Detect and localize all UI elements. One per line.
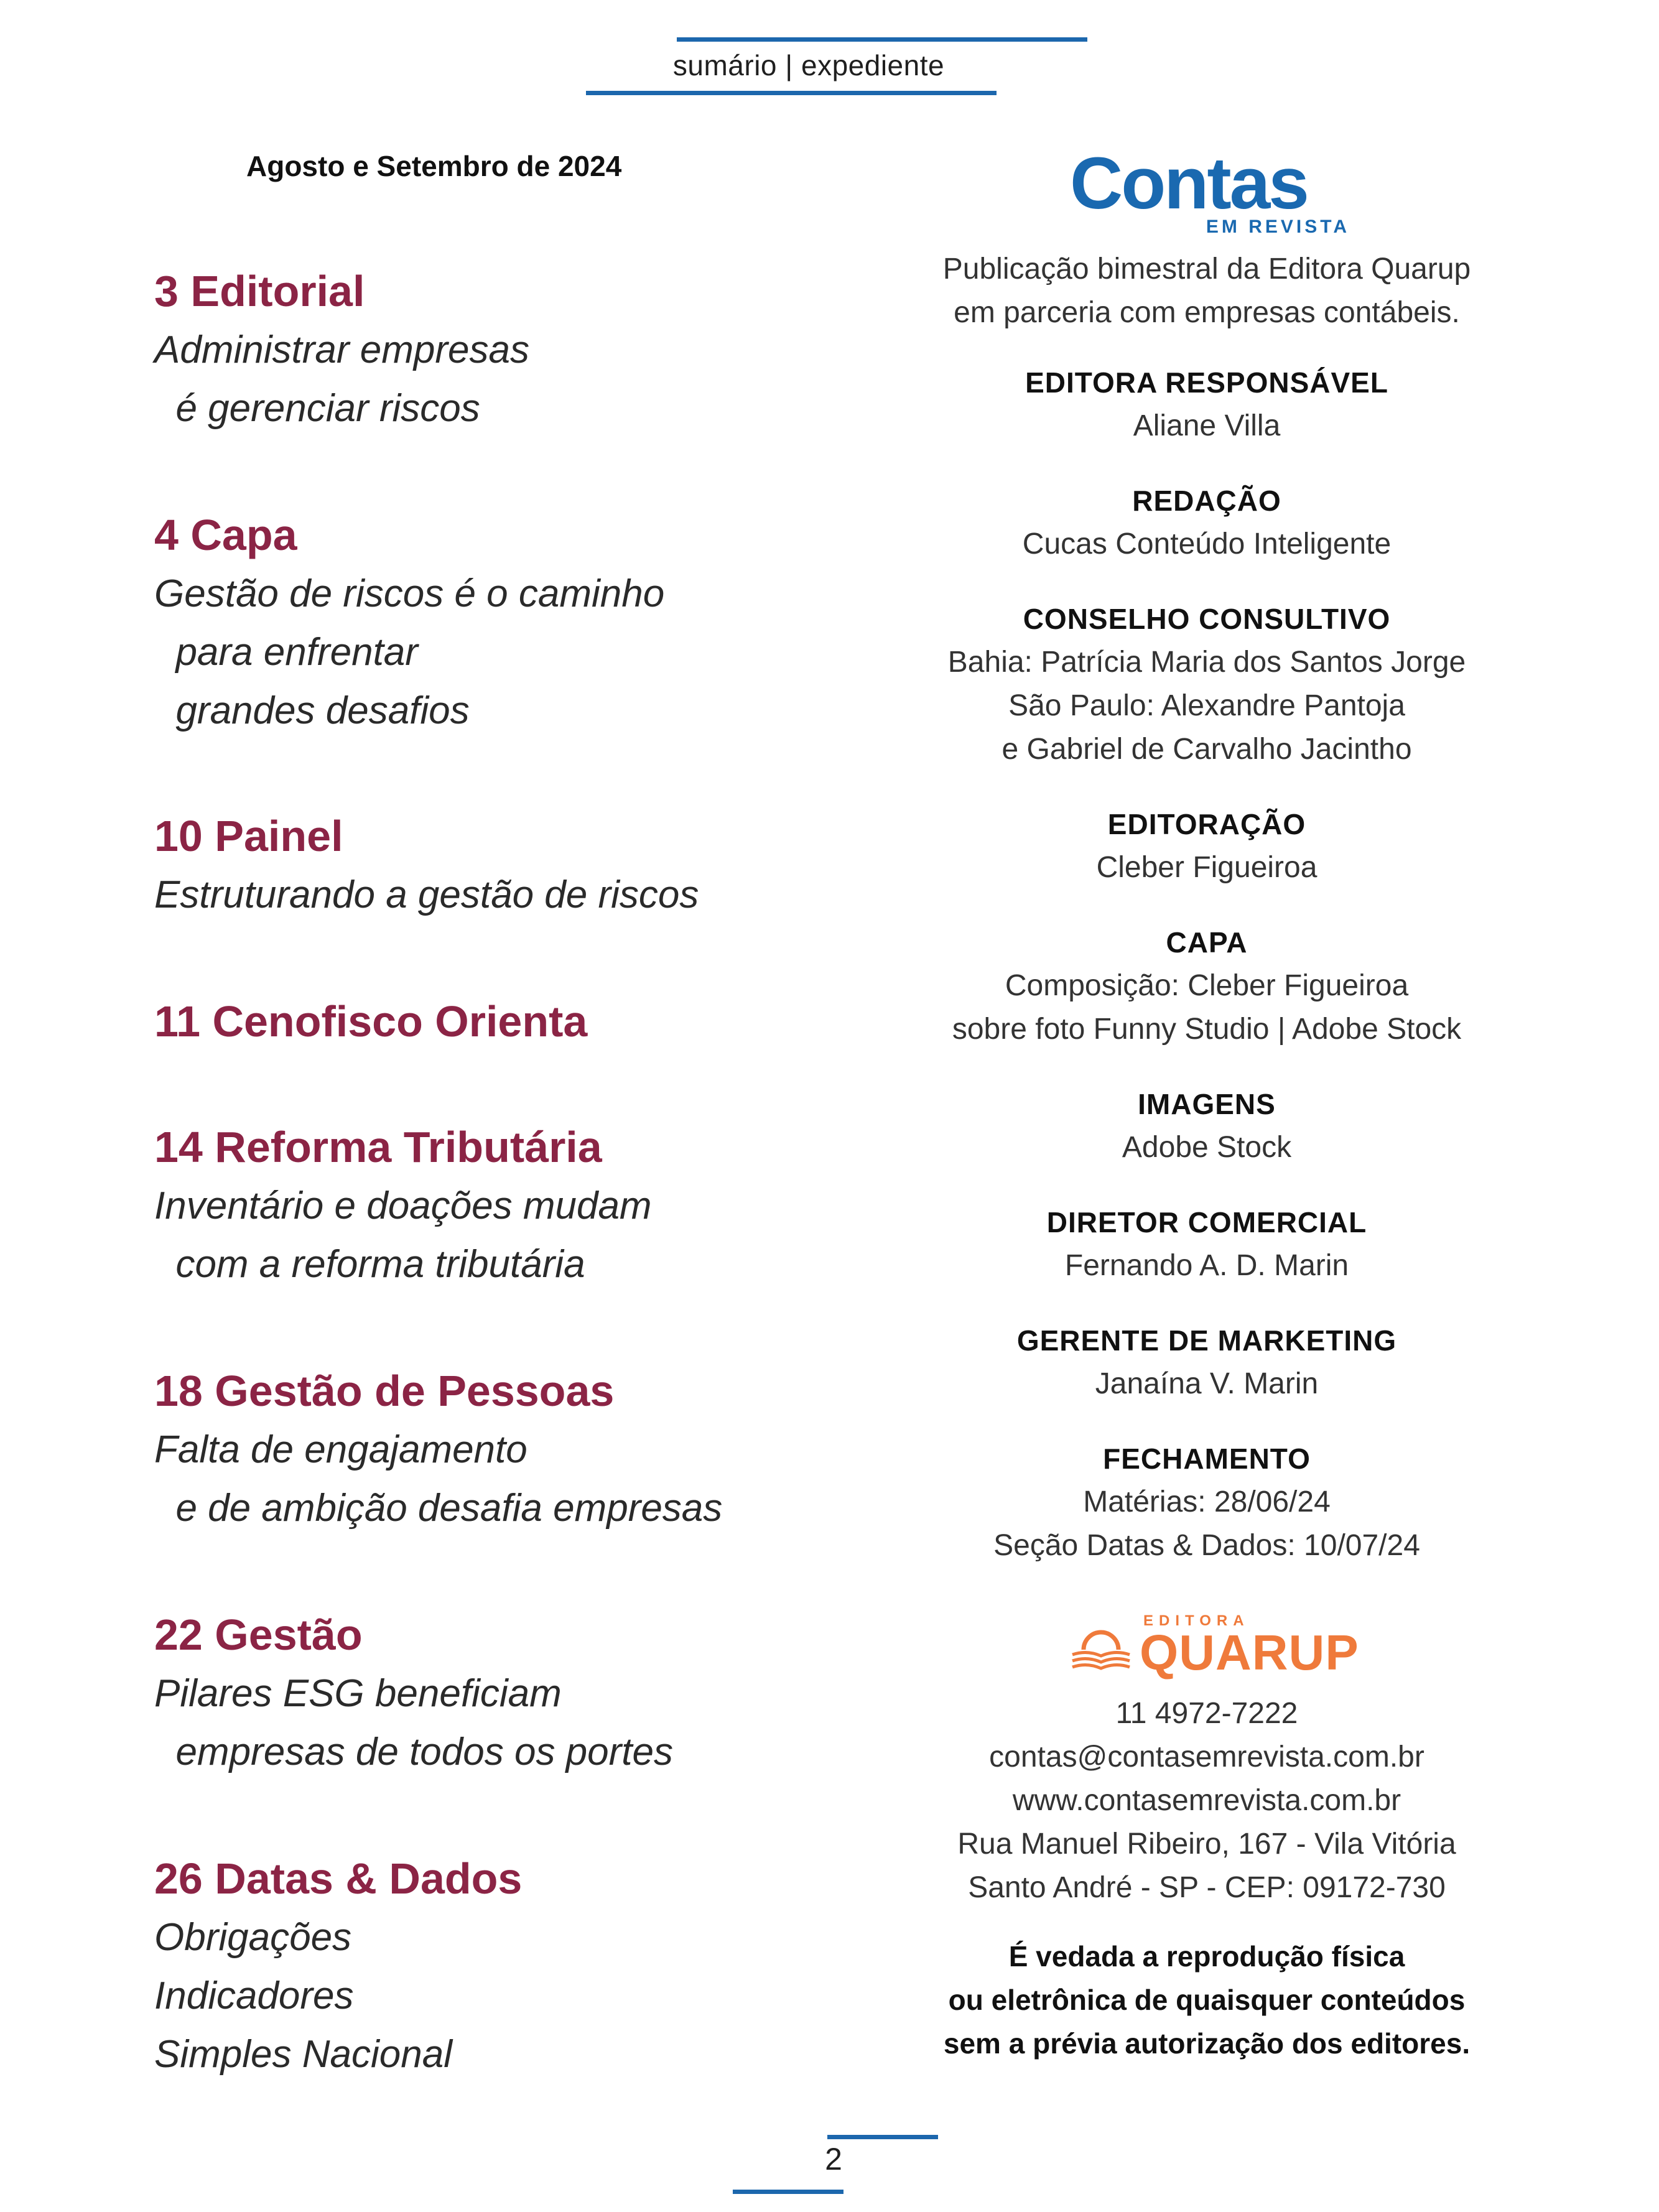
credit-name: Matérias: 28/06/24 bbox=[1083, 1485, 1331, 1518]
credit-name: Seção Datas & Dados: 10/07/24 bbox=[993, 1529, 1420, 1562]
issue-date: Agosto e Setembro de 2024 bbox=[246, 150, 622, 182]
credit-name: Aliane Villa bbox=[1133, 409, 1281, 442]
toc-title: 4 Capa bbox=[154, 511, 297, 559]
toc-entry[interactable] bbox=[154, 992, 587, 1051]
contact-address: Rua Manuel Ribeiro, 167 - Vila Vitória bbox=[957, 1828, 1456, 1861]
toc-entry[interactable] bbox=[154, 1117, 652, 1294]
credit-name: Janaína V. Marin bbox=[1095, 1367, 1319, 1400]
header-rule-bottom bbox=[586, 91, 997, 95]
contact-block bbox=[871, 1692, 1543, 1910]
credit-block bbox=[871, 1437, 1543, 1568]
publication-description bbox=[871, 248, 1543, 335]
toc-entry[interactable] bbox=[154, 1605, 673, 1782]
credit-title: IMAGENS bbox=[1138, 1088, 1276, 1120]
credit-title: DIRETOR COMERCIAL bbox=[1046, 1206, 1367, 1238]
header-rule-top bbox=[677, 37, 1087, 42]
credit-block bbox=[871, 479, 1543, 566]
toc-subtitle: empresas de todos os portes bbox=[154, 1731, 674, 1773]
credit-name: e Gabriel de Carvalho Jacintho bbox=[1001, 733, 1412, 766]
toc-subtitle: Estruturando a gestão de riscos bbox=[154, 873, 699, 916]
publication-line: em parceria com empresas contábeis. bbox=[954, 296, 1460, 329]
toc-subtitle: Simples Nacional bbox=[154, 2033, 452, 2076]
sunrise-book-icon bbox=[1070, 1625, 1132, 1675]
contact-website[interactable]: www.contasemrevista.com.br bbox=[1012, 1784, 1401, 1817]
credit-title: GERENTE DE MARKETING bbox=[1016, 1324, 1397, 1357]
credit-title: EDITORA RESPONSÁVEL bbox=[1025, 366, 1388, 399]
credit-title: FECHAMENTO bbox=[1103, 1443, 1311, 1475]
credit-name: Composição: Cleber Figueiroa bbox=[1005, 969, 1409, 1002]
credit-name: Fernando A. D. Marin bbox=[1064, 1249, 1349, 1282]
credit-block bbox=[871, 1201, 1543, 1288]
toc-subtitle: Falta de engajamento bbox=[154, 1428, 527, 1471]
credit-name: São Paulo: Alexandre Pantoja bbox=[1008, 689, 1405, 722]
warning-line: É vedada a reprodução física bbox=[1008, 1940, 1405, 1973]
toc-subtitle: Pilares ESG beneficiam bbox=[154, 1672, 562, 1715]
quarup-logo-small: EDITORA bbox=[1143, 1612, 1250, 1629]
toc-title: 22 Gestão bbox=[154, 1610, 363, 1659]
toc-entry[interactable] bbox=[154, 1849, 522, 2084]
credit-block bbox=[871, 361, 1543, 448]
toc-title: 11 Cenofisco Orienta bbox=[154, 997, 588, 1046]
credit-name: Cleber Figueiroa bbox=[1096, 851, 1317, 884]
warning-line: ou eletrônica de quaisquer conteúdos bbox=[948, 1984, 1466, 2016]
toc-subtitle: para enfrentar bbox=[154, 631, 418, 674]
toc-subtitle: e de ambição desafia empresas bbox=[154, 1487, 723, 1530]
toc-entry[interactable] bbox=[154, 505, 664, 740]
credit-title: REDAÇÃO bbox=[1132, 485, 1281, 517]
publication-line: Publicação bimestral da Editora Quarup bbox=[942, 253, 1471, 286]
toc-entry[interactable] bbox=[154, 261, 529, 438]
contact-email[interactable]: contas@contasemrevista.com.br bbox=[989, 1740, 1424, 1773]
toc-title: 18 Gestão de Pessoas bbox=[154, 1367, 615, 1415]
toc-title: 3 Editorial bbox=[154, 267, 365, 315]
toc-title: 10 Painel bbox=[154, 812, 343, 860]
credit-title: CONSELHO CONSULTIVO bbox=[1023, 603, 1391, 635]
page-number: 2 bbox=[825, 2142, 842, 2177]
toc-subtitle: com a reforma tributária bbox=[154, 1243, 585, 1286]
credit-name: sobre foto Funny Studio | Adobe Stock bbox=[952, 1013, 1462, 1046]
toc-subtitle: Inventário e doações mudam bbox=[154, 1184, 652, 1227]
credit-name: Cucas Conteúdo Inteligente bbox=[1022, 527, 1392, 560]
logo-wordmark: Contas bbox=[1070, 142, 1308, 225]
footer-rule-top bbox=[827, 2135, 938, 2139]
credit-block bbox=[871, 1082, 1543, 1169]
credit-block bbox=[871, 802, 1543, 890]
quarup-logo-name: QUARUP bbox=[1140, 1625, 1359, 1680]
editora-quarup-logo bbox=[1070, 1611, 1359, 1680]
section-header: sumário | expediente bbox=[672, 49, 945, 81]
contact-city: Santo André - SP - CEP: 09172-730 bbox=[968, 1871, 1446, 1904]
credit-title: CAPA bbox=[1166, 926, 1248, 959]
copyright-warning bbox=[871, 1935, 1543, 2065]
toc-title: 26 Datas & Dados bbox=[154, 1854, 523, 1903]
credit-block bbox=[871, 1319, 1543, 1406]
toc-subtitle: grandes desafios bbox=[154, 689, 470, 732]
credit-block bbox=[871, 597, 1543, 771]
credit-title: EDITORAÇÃO bbox=[1107, 808, 1306, 840]
masthead bbox=[871, 143, 1543, 2065]
credit-name: Adobe Stock bbox=[1122, 1131, 1292, 1164]
toc-subtitle: Administrar empresas bbox=[154, 328, 529, 371]
toc-subtitle: Obrigações bbox=[154, 1916, 352, 1959]
toc-subtitle: Gestão de riscos é o caminho bbox=[154, 572, 665, 615]
credit-name: Bahia: Patrícia Maria dos Santos Jorge bbox=[947, 646, 1466, 679]
warning-line: sem a prévia autorização dos editores. bbox=[943, 2027, 1471, 2060]
toc-title: 14 Reforma Tributária bbox=[154, 1123, 602, 1171]
logo-tagline: EM REVISTA bbox=[1206, 216, 1350, 237]
credit-block bbox=[871, 921, 1543, 1051]
contas-em-revista-logo bbox=[1057, 143, 1356, 236]
toc-entry[interactable] bbox=[154, 806, 699, 924]
contact-phone: 11 4972-7222 bbox=[1115, 1697, 1298, 1730]
footer-rule-bottom bbox=[733, 2190, 843, 2194]
toc-subtitle: é gerenciar riscos bbox=[154, 387, 480, 430]
toc-entry[interactable] bbox=[154, 1361, 722, 1538]
toc-subtitle: Indicadores bbox=[154, 1974, 354, 2017]
